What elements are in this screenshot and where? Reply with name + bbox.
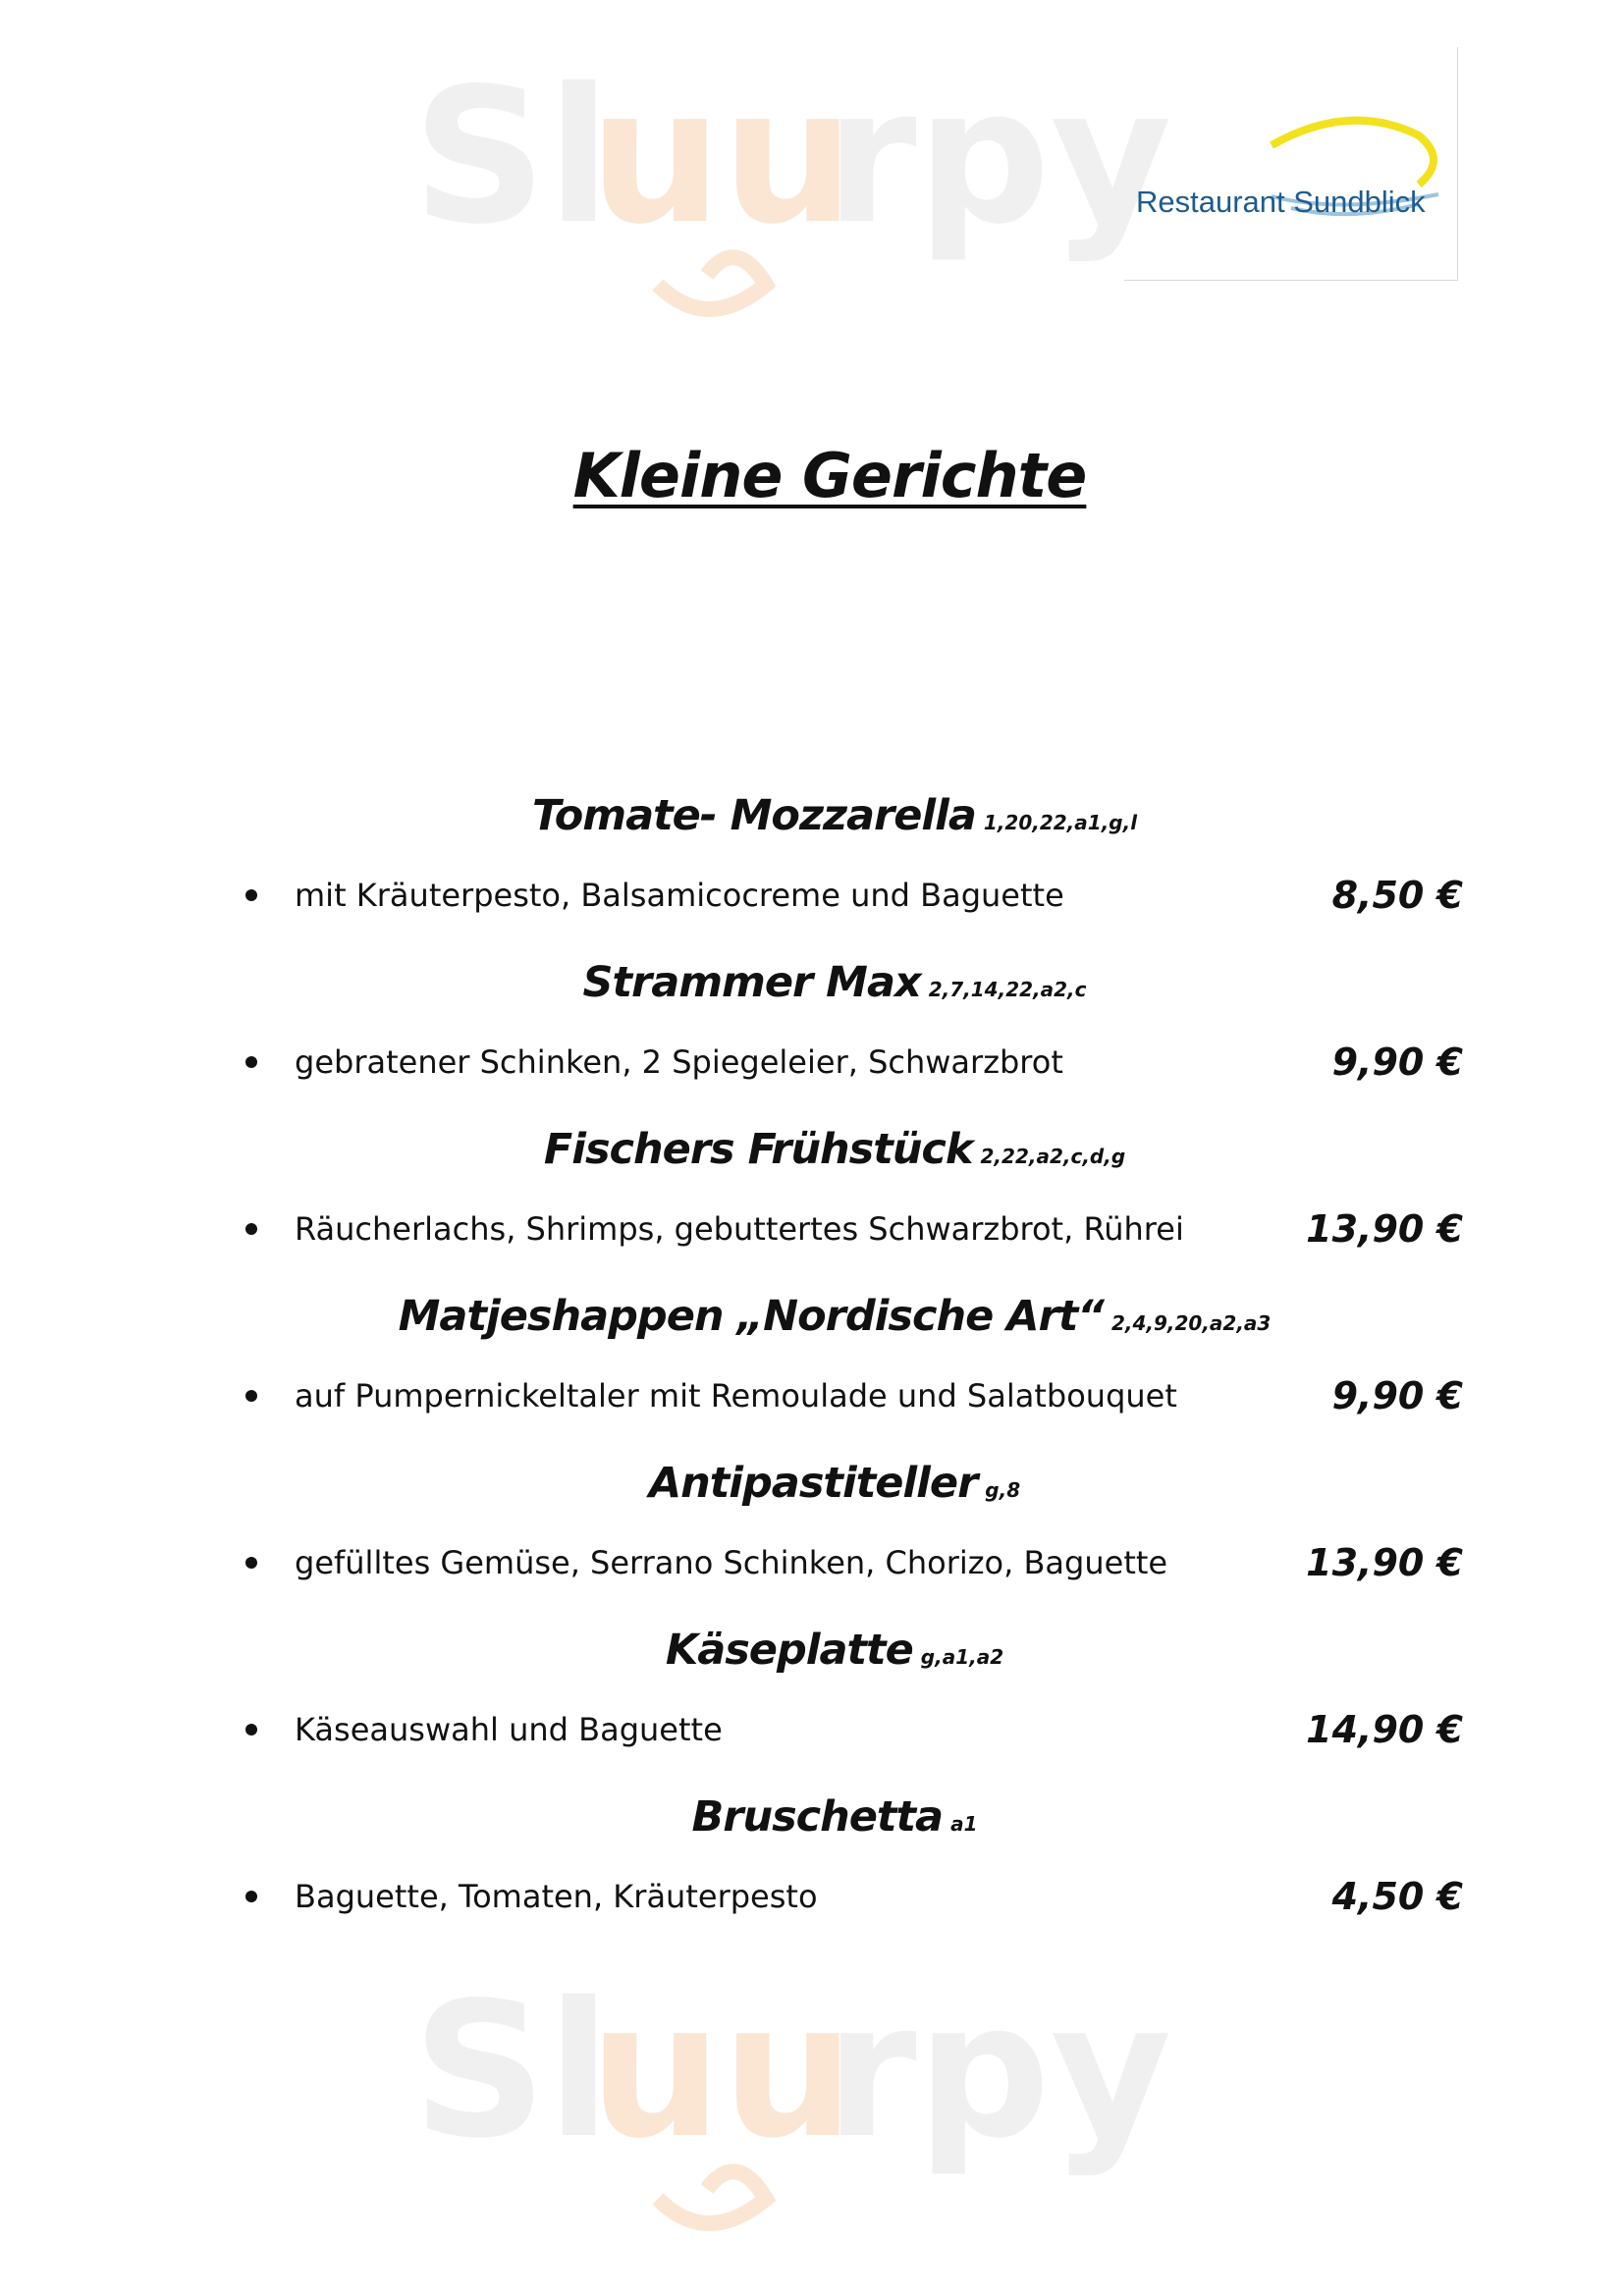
menu-item <box>0 948 1624 1115</box>
dish-heading <box>0 781 1624 850</box>
dish-line <box>0 1700 1624 1759</box>
dish-description: gefülltes Gemüse, Serrano Schinken, Chorizo, Baguette <box>295 1544 1168 1581</box>
dish-allergens: g,8 <box>985 1478 1021 1502</box>
dish-line <box>0 1200 1624 1258</box>
bullet-icon <box>245 1056 257 1068</box>
menu-list <box>0 781 1624 1949</box>
dish-heading <box>0 1115 1624 1184</box>
dish-allergens: 2,4,9,20,a2,a3 <box>1110 1311 1272 1335</box>
bullet-icon <box>245 1223 257 1235</box>
dish-line <box>0 1366 1624 1425</box>
dish-price: 8,50 € <box>1331 874 1463 917</box>
bullet-icon <box>245 1891 257 1902</box>
dish-price: 13,90 € <box>1306 1207 1463 1251</box>
dish-allergens: a1 <box>950 1812 978 1836</box>
dish-name: Matjeshappen „Nordische Art“ <box>398 1292 1104 1341</box>
svg-text:uu: uu <box>589 1962 855 2179</box>
watermark-logo-image <box>412 1953 1237 2248</box>
dish-price: 14,90 € <box>1306 1708 1463 1751</box>
dish-allergens: 2,7,14,22,a2,c <box>928 978 1087 1001</box>
menu-item <box>0 1282 1624 1449</box>
dish-line <box>0 1533 1624 1592</box>
dish-price: 13,90 € <box>1306 1541 1463 1584</box>
watermark-top <box>412 39 1237 334</box>
dish-heading <box>0 1282 1624 1351</box>
dish-name: Strammer Max <box>582 958 921 1007</box>
dish-heading <box>0 1449 1624 1518</box>
bullet-icon <box>245 889 257 901</box>
bullet-icon <box>245 1724 257 1735</box>
watermark-bottom <box>412 1953 1237 2248</box>
menu-item <box>0 1449 1624 1616</box>
dish-name: Tomate- Mozzarella <box>531 791 976 840</box>
dish-line <box>0 1867 1624 1926</box>
dish-heading <box>0 1783 1624 1851</box>
dish-price: 4,50 € <box>1331 1875 1463 1918</box>
dish-allergens: 2,22,a2,c,d,g <box>980 1145 1126 1168</box>
menu-item <box>0 1616 1624 1783</box>
dish-allergens: g,a1,a2 <box>920 1645 1004 1669</box>
menu-item <box>0 781 1624 948</box>
svg-text:Sl: Sl <box>412 1962 611 2179</box>
svg-text:Sl: Sl <box>412 48 611 265</box>
dish-description: Käseauswahl und Baguette <box>295 1711 723 1748</box>
dish-description: mit Kräuterpesto, Balsamicocreme und Baguette <box>295 877 1064 914</box>
dish-price: 9,90 € <box>1331 1041 1463 1084</box>
dish-description: Baguette, Tomaten, Kräuterpesto <box>295 1878 818 1915</box>
svg-text:rpy: rpy <box>825 48 1172 265</box>
dish-name: Käseplatte <box>665 1626 913 1675</box>
page-title: Kleine Gerichte <box>572 440 1087 511</box>
dish-heading <box>0 948 1624 1017</box>
watermark-logo-image <box>412 39 1237 334</box>
dish-name: Bruschetta <box>691 1792 944 1842</box>
restaurant-logo <box>1124 47 1458 281</box>
bullet-icon <box>245 1557 257 1569</box>
dish-allergens: 1,20,22,a1,g,l <box>983 811 1138 834</box>
svg-text:uu: uu <box>589 48 855 265</box>
dish-name: Antipastiteller <box>648 1459 978 1508</box>
bullet-icon <box>245 1390 257 1402</box>
dish-line <box>0 1033 1624 1092</box>
dish-description: gebratener Schinken, 2 Spiegeleier, Schwarzbrot <box>295 1043 1063 1081</box>
dish-line <box>0 866 1624 925</box>
dish-description: Räucherlachs, Shrimps, gebuttertes Schwarzbrot, Rührei <box>295 1210 1184 1248</box>
dish-description: auf Pumpernickeltaler mit Remoulade und Salatbouquet <box>295 1377 1177 1415</box>
menu-item <box>0 1115 1624 1282</box>
logo-text: Restaurant Sundblick <box>1136 185 1426 219</box>
dish-price: 9,90 € <box>1331 1374 1463 1417</box>
svg-text:rpy: rpy <box>825 1962 1172 2179</box>
menu-item <box>0 1783 1624 1949</box>
dish-heading <box>0 1616 1624 1684</box>
dish-name: Fischers Frühstück <box>543 1125 973 1174</box>
